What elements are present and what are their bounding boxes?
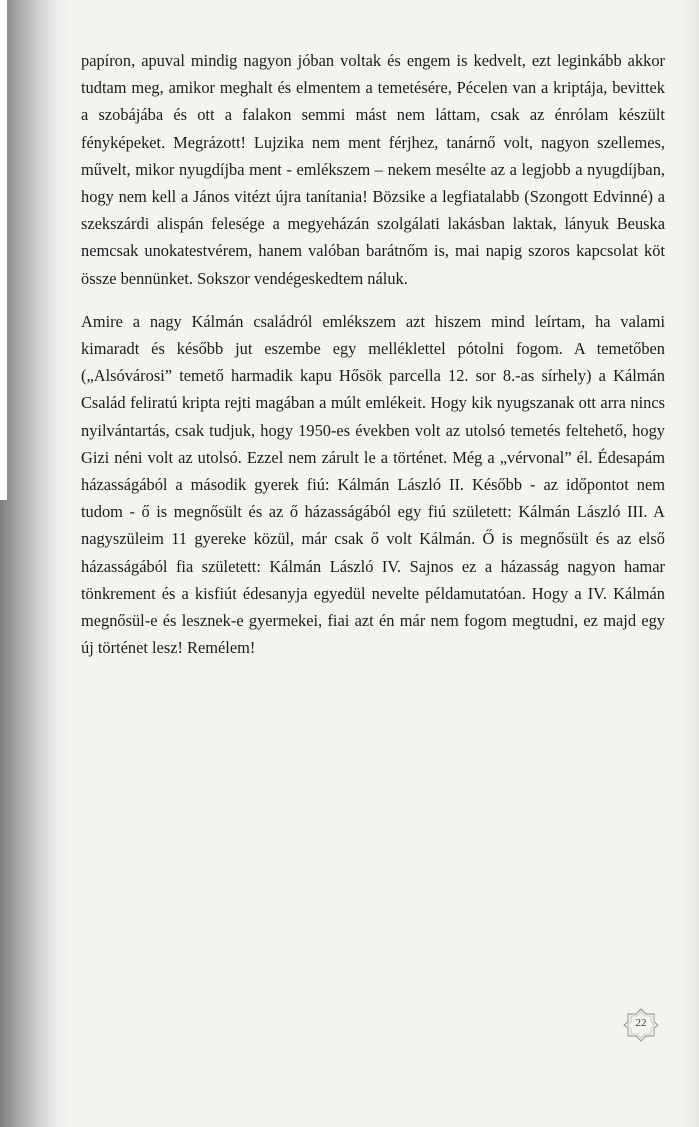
- text-line: megnősül-e és lesznek-e gyermekei, fiai azt én már nem fogom megtudni, ez majd egy: [81, 611, 665, 631]
- text-line: szekszárdi alispán felesége a megyeházán szolgálati lakásban laktak, lányuk Beuska: [81, 214, 665, 234]
- scan-edge-strip: [0, 0, 7, 500]
- text-line: Család feliratú kripta rejti magában a múlt emlékeit. Hogy kik nyugszanak ott arra nincs: [81, 393, 665, 413]
- text-line: tudom - ő is megnősült és az ő házasságából egy fiú született: Kálmán László III. A: [81, 502, 665, 522]
- text-line: művelt, mikor nyugdíjba ment - emlékszem – nekem mesélte az a legjobb a nyugdíjban,: [81, 159, 665, 179]
- text-line: nemcsak unokatestvérem, hanem valóban barátnőm is, mai napig szoros kapcsolat köt: [81, 241, 665, 261]
- document-body: [81, 47, 665, 661]
- page-number: 22: [635, 1017, 647, 1029]
- text-line: nyilvántartás, csak tudjuk, hogy 1950-es években volt az utolsó temetés feltehető, hogy: [81, 420, 665, 440]
- scan-binding-shadow: [0, 0, 70, 1127]
- text-line: a szobájába és ott a falakon semmi mást nem láttam, csak az énrólam készült: [81, 105, 665, 125]
- scan-page-edge: [681, 0, 699, 1127]
- text-line: nagyszüleim 11 gyereke közül, már csak ő volt Kálmán. Ő is megnősült és az első: [81, 529, 665, 549]
- text-line: össze bennünket. Sokszor vendégeskedtem náluk.: [81, 268, 408, 288]
- text-line: („Alsóvárosi” temető harmadik kapu Hősök parcella 12. sor 8.-as sírhely) a Kálmán: [81, 366, 665, 386]
- text-line: tudtam meg, amikor meghalt és elmentem a temetésére, Pécelen van a kriptája, bevittek: [81, 78, 665, 98]
- text-line: Amire a nagy Kálmán családról emlékszem azt hiszem mind leírtam, ha valami: [81, 311, 665, 331]
- text-line: Gizi néni volt az utolsó. Ezzel nem zárult le a történet. Még a „vérvonal” él. Édesapám: [81, 447, 665, 467]
- text-line: hogy nem kell a János vitézt újra tanítania! Bözsike a legfiatalabb (Szongott Edvinné) a: [81, 187, 665, 207]
- text-line: házasságából fia született: Kálmán László IV. Sajnos ez a házasság nagyon hamar: [81, 556, 665, 576]
- text-line: kimaradt és később jut eszembe egy melléklettel pótolni fogom. A temetőben: [81, 339, 665, 359]
- text-line: tönkrement és a kisfiút édesanyja egyedül nevelte példamutatóan. Hogy a IV. Kálmán: [81, 583, 665, 603]
- page-number-badge: [622, 1006, 660, 1044]
- paragraph-gap: [81, 292, 665, 308]
- text-line: papíron, apuval mindig nagyon jóban voltak és engem is kedvelt, ezt leginkább akkor: [81, 51, 665, 70]
- text-line: házasságából a második gyerek fiú: Kálmán László II. Később - az időpontot nem: [81, 475, 665, 495]
- text-line: fényképeket. Megrázott! Lujzika nem ment férjhez, tanárnő volt, nagyon szellemes,: [81, 132, 665, 152]
- text-line: új történet lesz! Remélem!: [81, 638, 256, 658]
